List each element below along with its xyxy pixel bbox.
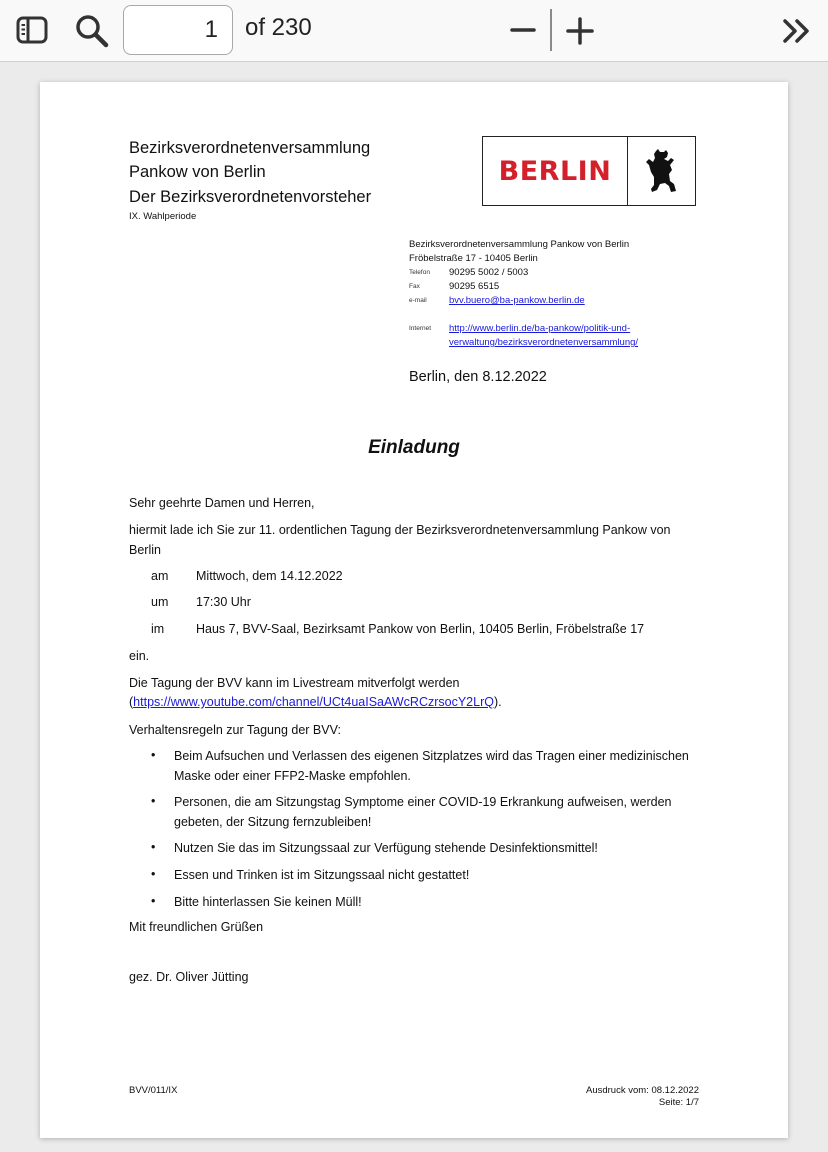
livestream-close-paren: ). — [493, 695, 502, 709]
rule-item-1-line1: Beim Aufsuchen und Verlassen des eigenen Sitzplatzes wird das Tragen einer medizinischen — [174, 749, 689, 763]
phone-value: 90295 5002 / 5003 — [449, 267, 529, 278]
signature: gez. Dr. Oliver Jütting — [129, 970, 249, 984]
livestream-link[interactable]: https://www.youtube.com/channel/UCt4uaISaAWcRCzrsocY2LrQ — [133, 695, 494, 709]
livestream-line2 — [129, 695, 502, 709]
election-period: IX. Wahlperiode — [129, 211, 197, 222]
rule-item-4: Essen und Trinken ist im Sitzungssaal nicht gestattet! — [174, 868, 470, 882]
fax-label: Fax — [409, 283, 420, 290]
phone-label: Telefon — [409, 269, 430, 276]
org-name-line1: Bezirksverordnetenversammlung — [129, 139, 371, 157]
plus-icon[interactable] — [561, 12, 599, 50]
logo-wordmark: BERLIN — [483, 137, 628, 205]
address-line1: Bezirksverordnetenversammlung Pankow von Berlin — [409, 239, 630, 250]
footer-page-number: Seite: 1/7 — [658, 1097, 699, 1108]
rule-item-1-line2: Maske oder einer FFP2-Maske empfohlen. — [174, 769, 411, 783]
livestream-open-paren: ( — [129, 695, 134, 709]
sidebar-toggle-icon[interactable] — [14, 12, 50, 48]
letter-date: Berlin, den 8.12.2022 — [409, 369, 547, 385]
rule-bullet: • — [151, 894, 156, 908]
zoom-divider — [550, 9, 552, 51]
internet-link-line2[interactable]: verwaltung/bezirksverordnetenversammlung/ — [449, 337, 639, 348]
page-number-input[interactable] — [123, 5, 233, 55]
rule-item-5: Bitte hinterlassen Sie keinen Müll! — [174, 895, 362, 909]
address-line2: Fröbelstraße 17 - 10405 Berlin — [409, 253, 538, 264]
search-icon[interactable] — [72, 11, 112, 51]
intro-line2: Berlin — [129, 543, 161, 557]
pdf-toolbar — [0, 0, 828, 62]
rule-bullet: • — [151, 794, 156, 808]
rule-bullet: • — [151, 840, 156, 854]
email-label: e-mail — [409, 297, 427, 304]
rule-item-2-line1: Personen, die am Sitzungstag Symptome einer COVID-19 Erkrankung aufweisen, werden — [174, 795, 672, 809]
schedule-place-value: Haus 7, BVV-Saal, Bezirksamt Pankow von Berlin, 10405 Berlin, Fröbelstraße 17 — [196, 622, 645, 636]
schedule-date-value: Mittwoch, dem 14.12.2022 — [196, 569, 343, 583]
rule-item-1 — [174, 746, 689, 786]
footer-print-date: Ausdruck vom: 08.12.2022 — [585, 1085, 699, 1096]
berlin-logo — [482, 136, 696, 206]
schedule-place-label: im — [151, 622, 165, 636]
ein-text: ein. — [129, 649, 150, 663]
rule-bullet: • — [151, 748, 156, 762]
rules-heading: Verhaltensregeln zur Tagung der BVV: — [129, 723, 341, 737]
schedule-time-label: um — [151, 595, 169, 609]
internet-label: Internet — [409, 325, 432, 332]
page-count-label: of 230 — [245, 14, 312, 41]
footer-reference: BVV/011/IX — [129, 1085, 178, 1096]
closing: Mit freundlichen Grüßen — [129, 920, 264, 934]
schedule-date-label: am — [151, 569, 169, 583]
rule-item-3: Nutzen Sie das im Sitzungssaal zur Verfügung stehende Desinfektionsmittel! — [174, 841, 598, 855]
salutation: Sehr geehrte Damen und Herren, — [129, 496, 315, 510]
org-name-line3: Der Bezirksverordnetenvorsteher — [129, 188, 372, 206]
minus-icon[interactable] — [505, 12, 541, 48]
internet-link-line1[interactable]: http://www.berlin.de/ba-pankow/politik-und- — [449, 323, 631, 334]
fax-value: 90295 6515 — [449, 281, 500, 292]
rule-item-2 — [174, 792, 671, 832]
rule-item-2-line2: gebeten, der Sitzung fernzubleiben! — [174, 815, 372, 829]
document-title: Einladung — [368, 437, 460, 458]
schedule-time-value: 17:30 Uhr — [196, 595, 251, 609]
email-link[interactable]: bvv.buero@ba-pankow.berlin.de — [449, 295, 585, 306]
pdf-page — [40, 82, 788, 1138]
livestream-line1: Die Tagung der BVV kann im Livestream mitverfolgt werden — [129, 676, 460, 690]
berlin-bear-icon — [628, 137, 695, 205]
rule-bullet: • — [151, 867, 156, 881]
double-chevron-right-icon[interactable] — [778, 13, 816, 49]
intro-line1: hiermit lade ich Sie zur 11. ordentlichen Tagung der Bezirksverordnetenversammlung Pankow von — [129, 523, 671, 537]
org-name-line2: Pankow von Berlin — [129, 163, 266, 181]
